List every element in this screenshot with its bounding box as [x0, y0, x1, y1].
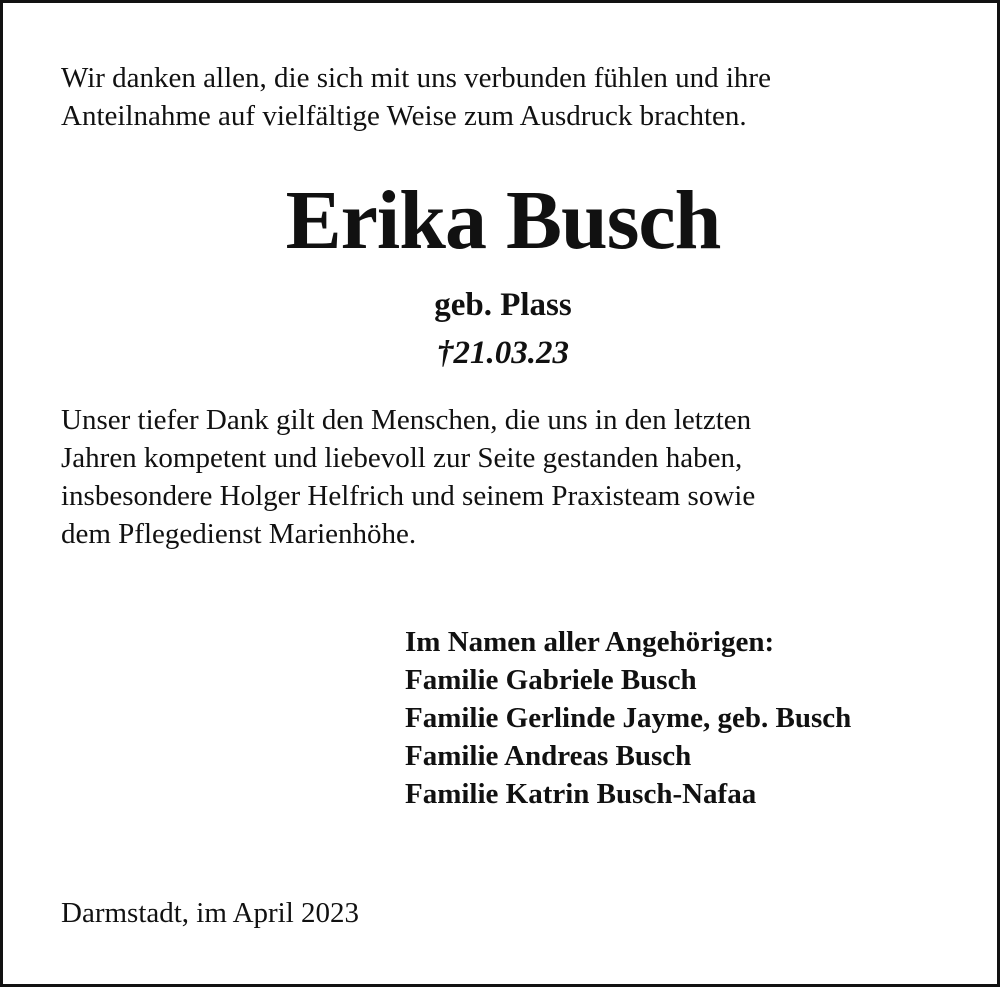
signer-family: Familie Gerlinde Jayme, geb. Busch: [405, 702, 852, 734]
place-date: Darmstadt, im April 2023: [61, 897, 360, 929]
thanks-line: Unser tiefer Dank gilt den Menschen, die uns in den letzten: [61, 404, 752, 436]
intro-text: [61, 59, 961, 135]
thanks-text: [61, 401, 961, 553]
maiden-name: geb. Plass: [434, 287, 572, 323]
signers-heading: Im Namen aller Angehörigen:: [405, 626, 775, 658]
thanks-line: dem Pflegedienst Marienhöhe.: [61, 518, 417, 550]
intro-line: Wir danken allen, die sich mit uns verbunden fühlen und ihre: [61, 62, 771, 94]
death-date: †21.03.23: [437, 335, 569, 371]
signer-family: Familie Katrin Busch-Nafaa: [405, 778, 757, 810]
deceased-name: Erika Busch: [285, 174, 721, 267]
thanks-line: insbesondere Holger Helfrich und seinem Praxisteam sowie: [61, 480, 756, 512]
signer-family: Familie Gabriele Busch: [405, 664, 697, 696]
signer-family: Familie Andreas Busch: [405, 740, 692, 772]
intro-line: Anteilnahme auf vielfältige Weise zum Ausdruck brachten.: [61, 100, 747, 132]
signers-block: [405, 623, 965, 813]
thanks-line: Jahren kompetent und liebevoll zur Seite gestanden haben,: [61, 442, 743, 474]
